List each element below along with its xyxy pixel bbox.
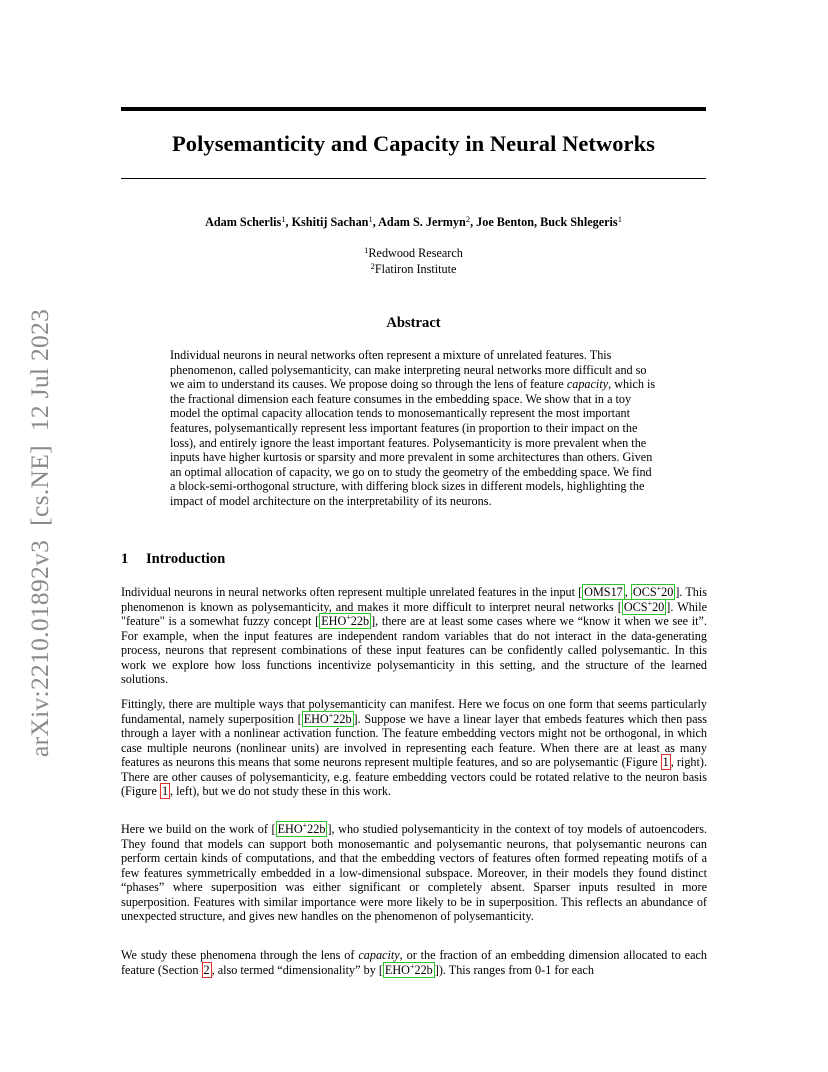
author-affiliation-mark: 1 bbox=[281, 214, 286, 224]
author-name: Adam S. Jermyn bbox=[378, 215, 466, 229]
abstract-body bbox=[170, 348, 658, 509]
title-rule-top bbox=[121, 107, 706, 111]
section-heading bbox=[121, 551, 225, 568]
paragraph-text: ], who studied polysemanticity in the context of toy models of autoencoders. They found that models can support both monosemantic and polysemantic neurons, that polysemantic neurons can perform certain kinds of computations, and that the embedding vectors of features often formed repeating motifs of a few features symmetrically embedded in a low-dimensional subspace. Moreover, in their models they found distinct “phases” where superposition was either significant or completely absent. Sparser inputs resulted in more superposition. Features with similar importance were more likely to be in superposition. This reflects an abundance of unexpected structure, and gives new handles on the phenomenon of polysemanticity. bbox=[121, 822, 707, 923]
section-number: 1 bbox=[121, 551, 129, 567]
arxiv-identifier bbox=[20, 277, 60, 757]
paragraph-text: ]. While "feature" is a somewhat fuzzy concept [ bbox=[121, 599, 707, 628]
affiliation-name: Flatiron Institute bbox=[374, 262, 457, 276]
paragraph-text: We study these phenomena through the lens of bbox=[121, 948, 359, 962]
paragraph-text: , or the fraction of an embedding dimension allocated to each feature (Section bbox=[121, 948, 708, 977]
title-rule-bottom bbox=[121, 178, 706, 179]
paragraph-text: ]). This ranges from 0-1 for each bbox=[434, 962, 594, 977]
arxiv-date: 12 Jul 2023 bbox=[25, 308, 54, 432]
citation-link[interactable]: OMS17 bbox=[584, 585, 623, 599]
section-title: Introduction bbox=[146, 551, 226, 567]
section-reference-link[interactable]: 2 bbox=[203, 962, 210, 977]
author-name: Joe Benton bbox=[476, 215, 535, 229]
paragraph-text: , right). There are other causes of polysemanticity, e.g. feature embedding vectors could be rotated relative to the neuron basis (Figure bbox=[121, 755, 707, 798]
abstract-emphasis: capacity bbox=[566, 377, 609, 392]
figure-reference-link[interactable]: 1 bbox=[662, 755, 669, 769]
affiliation-mark: 1 bbox=[364, 245, 369, 255]
author-affiliation-mark: 1 bbox=[617, 214, 622, 224]
abstract-text: Individual neurons in neural networks often represent a mixture of unrelated features. This phenomenon, called polysemanticity, can make interpreting neural networks more difficult and so we aim to understand its causes. We propose doing so through the lens of feature bbox=[170, 348, 647, 392]
paragraph-text: ]. Suppose we have a linear layer that embeds features which then pass through a layer with a nonlinear activation function. The feature embedding vectors might not be orthogonal, in which case multiple neurons (nonlinear units) are involved in representing each feature. When there are at least as many features as neurons this means that some neurons represent multiple features, and so are polysemantic (Figure bbox=[121, 711, 707, 769]
abstract-heading: Abstract bbox=[386, 315, 441, 331]
affiliation-redwood bbox=[121, 246, 706, 261]
affiliation-flatiron bbox=[121, 262, 706, 277]
intro-paragraph-1 bbox=[121, 585, 707, 687]
author-affiliation-mark: 1 bbox=[368, 214, 373, 224]
figure-reference-link[interactable]: 1 bbox=[161, 784, 169, 798]
citation-link[interactable]: OCS+20 bbox=[623, 598, 665, 614]
citation-link[interactable]: EHO+22b bbox=[321, 612, 370, 628]
paragraph-text: Fittingly, there are multiple ways that polysemanticity can manifest. Here we focus on one form that seems particularly fundamental, namely superposition [ bbox=[121, 697, 707, 726]
arxiv-id: arXiv:2210.01892v3 bbox=[25, 539, 54, 757]
abstract-text: , which is the fractional dimension each feature consumes in the embedding space. We show that in a toy model the optimal capacity allocation tends to monosemantically represent the most important features, polysemantically represent less important features (in proportion to their impact on the loss), and entirely ignore the least important features. Polysemanticity is more prevalent when the inputs have higher kurtosis or sparsity and more prevalent in some architectures than others. Given an optimal allocation of capacity, we go on to study the geometry of the embedding space. We find a block-semi-orthogonal structure, with differing block sizes in different models, highlighting the impact of model architecture on the interpretability of its neurons. bbox=[170, 377, 656, 508]
paragraph-text: ], there are at least some cases where we “know it when we see it”. For example, when the input features are independent random variables that do not interact in the data-generating process, neurons that represent combinations of these input features can be confidently called polysemantic. In this work we explore how loss functions incentivize polysemanticity in this setting, and the structure of the learned solutions. bbox=[121, 614, 707, 686]
author-name: Adam Scherlis bbox=[205, 215, 282, 229]
intro-paragraph-4 bbox=[121, 948, 707, 977]
paragraph-text: , bbox=[624, 585, 631, 599]
paragraph-text: Here we build on the work of [ bbox=[121, 822, 276, 836]
paragraph-text: ]. This phenomenon is known as polysemanticity, and makes it more difficult to interpret neural networks [ bbox=[121, 585, 707, 614]
affiliation-name: Redwood Research bbox=[368, 246, 463, 260]
author-name: Kshitij Sachan bbox=[291, 215, 369, 229]
citation-link[interactable]: EHO+22b bbox=[384, 961, 433, 977]
author-affiliation-mark: 2 bbox=[465, 214, 471, 224]
arxiv-category: [cs.NE] bbox=[25, 445, 54, 526]
intro-paragraph-3 bbox=[121, 822, 707, 924]
citation-link[interactable]: OCS+20 bbox=[632, 583, 674, 599]
paragraph-text: , left), but we do not study these in this work. bbox=[170, 784, 392, 798]
citation-link[interactable]: EHO+22b bbox=[277, 820, 326, 836]
affiliation-mark: 2 bbox=[370, 261, 375, 271]
intro-paragraph-2 bbox=[121, 697, 707, 799]
citation-link[interactable]: EHO+22b bbox=[303, 710, 352, 726]
paragraph-emphasis: capacity bbox=[358, 948, 400, 962]
author-list: Adam Scherlis$^1$, Kshitij Sachan$^1$, Adam S. Jermyn$^2$, Joe Benton, Buck Shlegeris$^1$ bbox=[205, 214, 622, 229]
author-name: Buck Shlegeris bbox=[540, 215, 618, 229]
paragraph-text: , also termed “dimensionality” by [ bbox=[211, 962, 383, 977]
paragraph-text: Individual neurons in neural networks often represent multiple unrelated features in the input [ bbox=[121, 585, 583, 599]
paper-title: Polysemanticity and Capacity in Neural Networks bbox=[172, 131, 655, 156]
